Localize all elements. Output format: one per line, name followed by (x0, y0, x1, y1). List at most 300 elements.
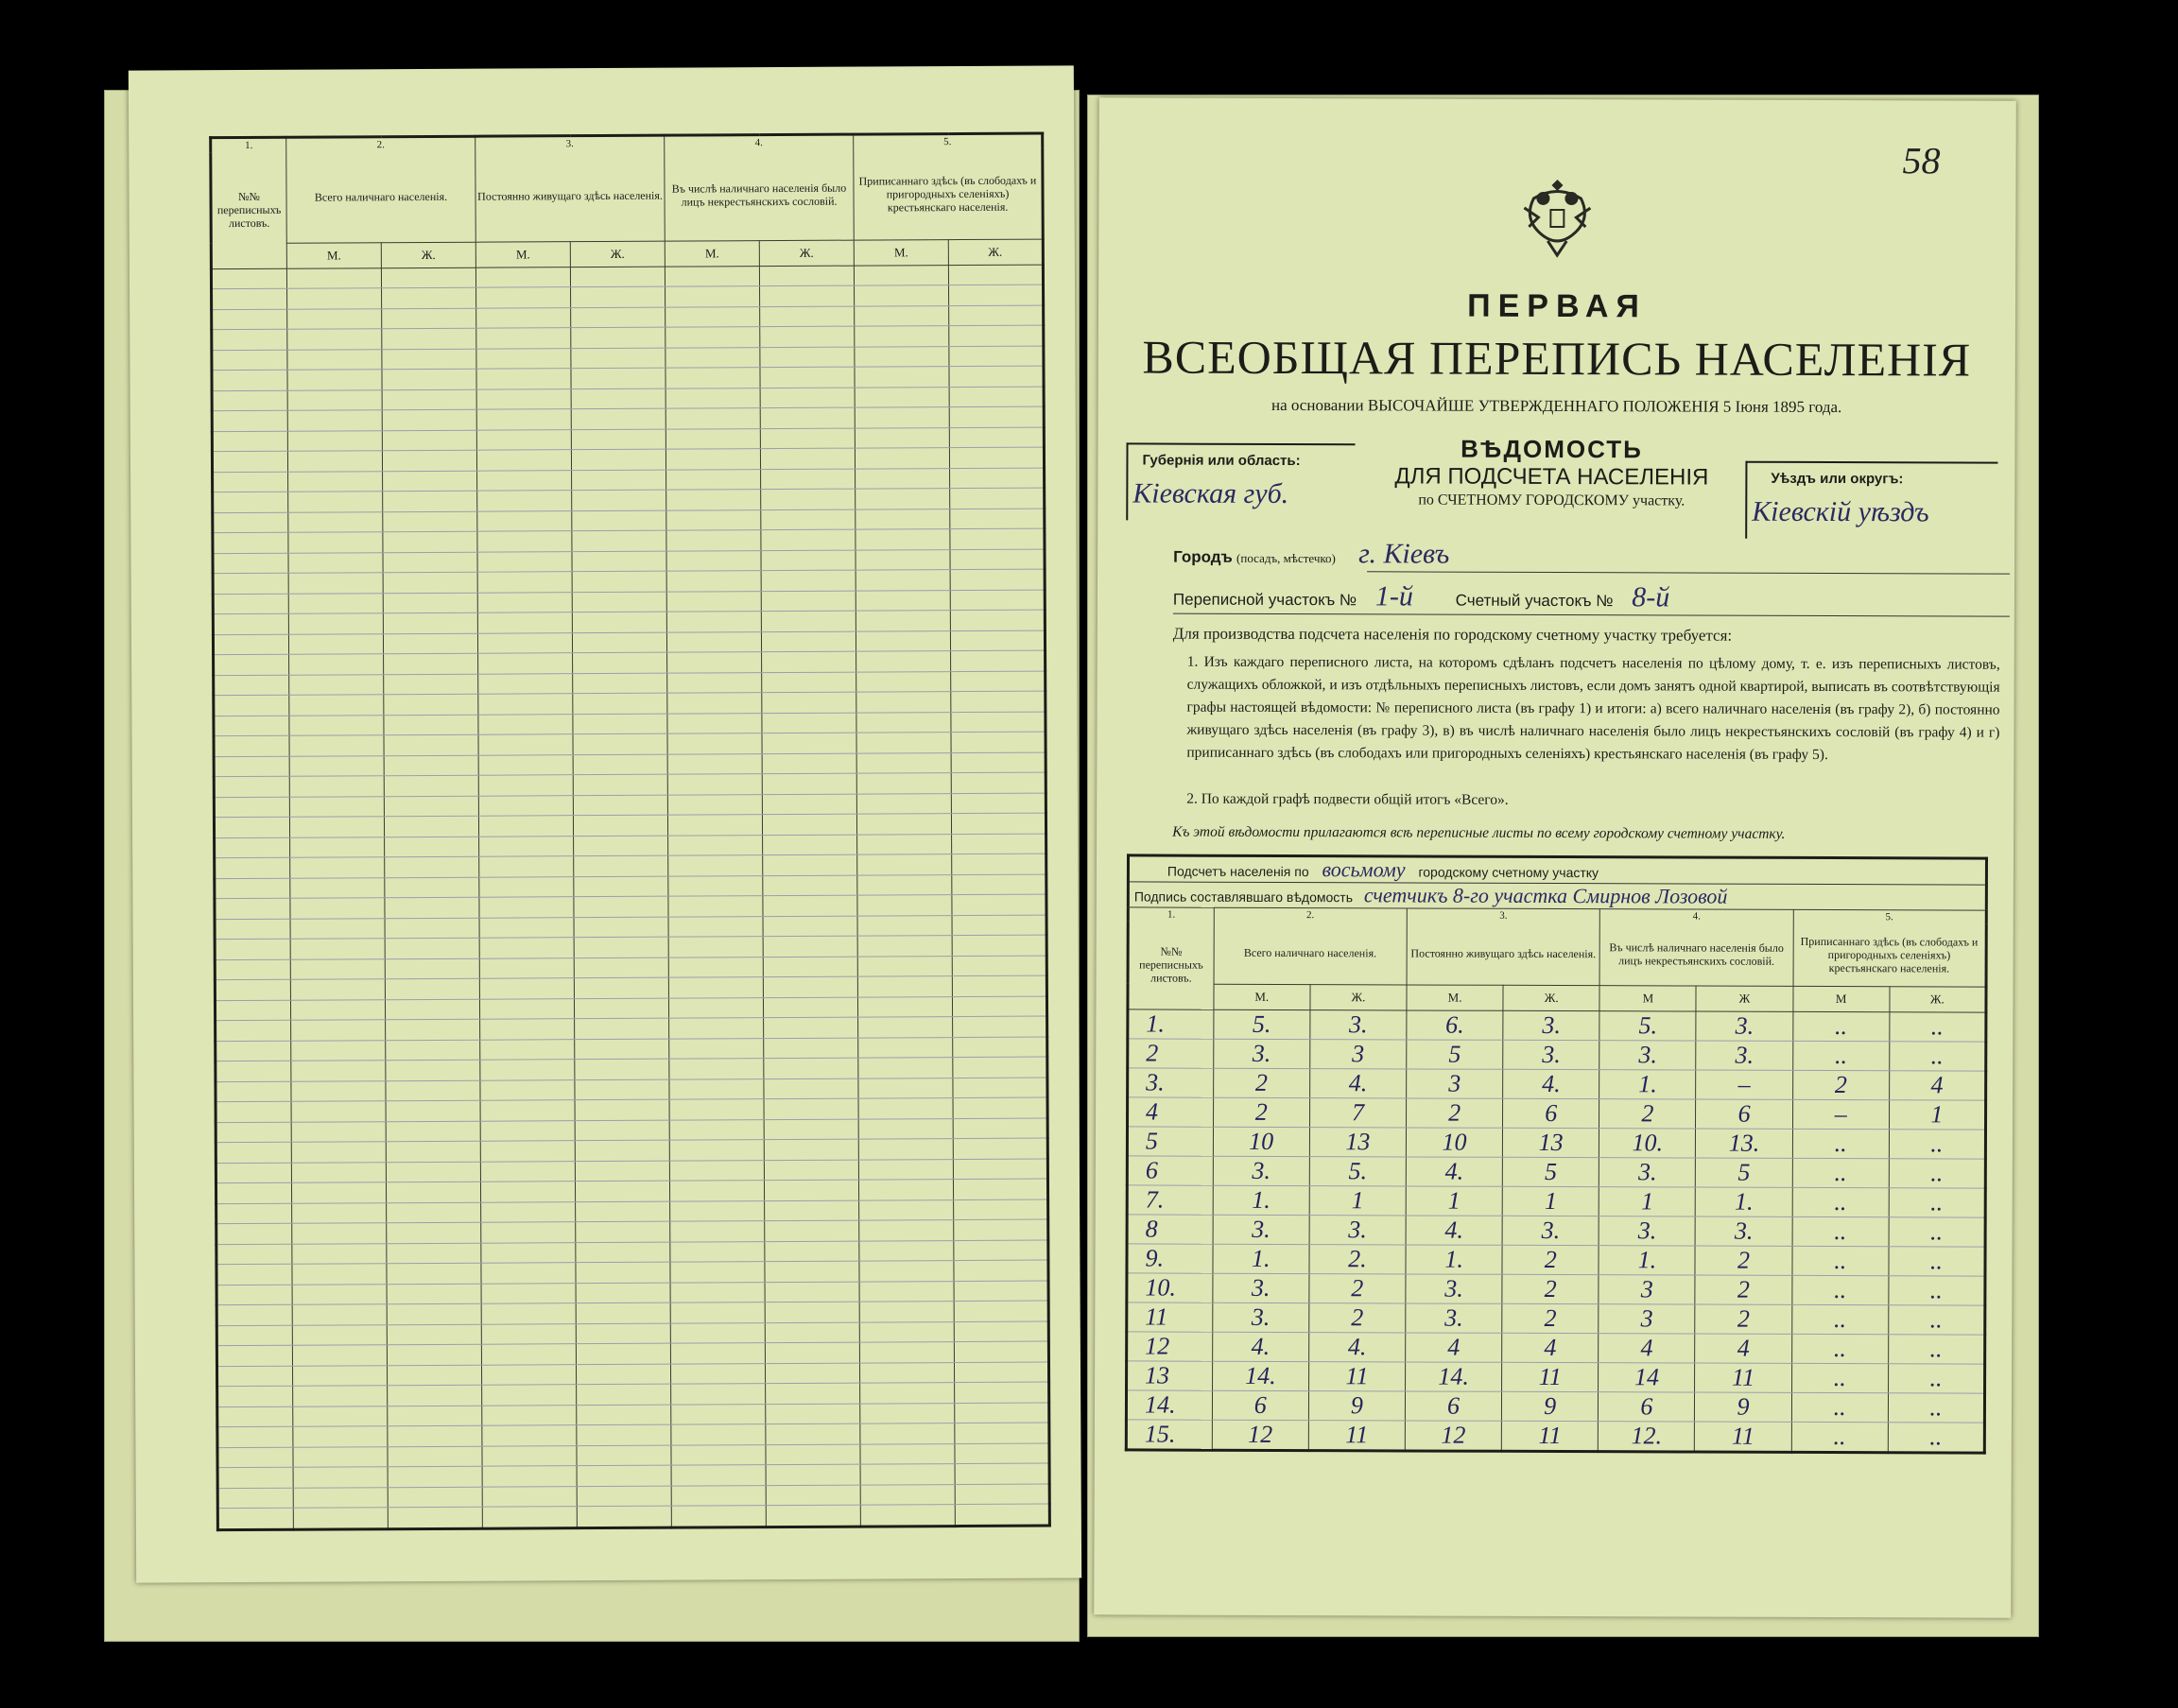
blank-cell (575, 1039, 669, 1060)
count-cell: 4 (1889, 1070, 1985, 1099)
blank-cell (666, 612, 761, 632)
blank-cell (667, 713, 762, 733)
blank-cell (952, 854, 1046, 874)
blank-cell (855, 407, 949, 428)
count-cell: .. (1888, 1334, 1984, 1363)
blank-cell (856, 773, 951, 794)
blank-cell (291, 1040, 386, 1061)
count-cell: .. (1791, 1275, 1888, 1304)
count-cell: 3 (1599, 1303, 1695, 1333)
count-cell: .. (1791, 1304, 1888, 1334)
blank-cell (857, 854, 952, 875)
count-cell: .. (1792, 1041, 1889, 1070)
count-cell: .. (1792, 1187, 1889, 1216)
blank-cell (576, 1323, 670, 1344)
blank-cell (573, 673, 667, 694)
sub-header: Ж. (1310, 984, 1407, 1009)
blank-cell (383, 552, 477, 573)
blank-cell (856, 651, 951, 672)
count-cell: 1. (1599, 1069, 1696, 1098)
blank-cell (287, 410, 382, 431)
blank-cell (386, 1100, 480, 1121)
count-cell: 14. (1212, 1361, 1308, 1390)
blank-cell (287, 370, 382, 390)
count-cell: 10. (1599, 1128, 1696, 1157)
blank-cell (291, 1162, 386, 1182)
blank-cell (289, 674, 384, 695)
count-cell: 3. (1696, 1041, 1792, 1070)
blank-cell (857, 895, 952, 916)
blank-cell (949, 366, 1044, 387)
vedomost-title: ВѢДОМОСТЬ (1461, 434, 1643, 464)
table-row (1127, 1331, 1985, 1363)
count-cell: 4 (1502, 1333, 1599, 1362)
blank-cell (479, 938, 574, 958)
sheet-number-cell: 10. (1127, 1272, 1213, 1302)
male-header: М. (665, 240, 759, 267)
count-cell: .. (1890, 1011, 1986, 1041)
blank-cell (670, 1343, 765, 1364)
blank-cell (669, 1119, 764, 1140)
blank-cell (576, 1221, 670, 1242)
count-cell: 4. (1503, 1069, 1599, 1098)
sheet-number-cell: 4 (1128, 1096, 1214, 1126)
blank-cell (574, 836, 668, 856)
blank-cell (766, 1423, 860, 1444)
blank-cell (384, 694, 478, 715)
blank-cell (953, 1118, 1047, 1139)
count-cell: .. (1888, 1363, 1984, 1392)
blank-cell (572, 470, 666, 491)
blank-cell (478, 714, 573, 734)
blank-cell (213, 492, 288, 512)
blank-cell (213, 532, 288, 553)
count-cell: 1 (1599, 1186, 1695, 1216)
female-header: Ж. (948, 239, 1043, 266)
col-header-total: Всего наличнаго населенія. (1214, 922, 1408, 985)
sub-header: Ж (1696, 986, 1792, 1011)
instructions-item-2: 2. По каждой графѣ подвести общій итогъ «Всего». (1186, 790, 1509, 808)
blank-cell (293, 1508, 388, 1529)
female-header: Ж. (381, 242, 475, 268)
blank-cell (387, 1284, 481, 1304)
blank-cell (387, 1202, 481, 1223)
podpis-line (1130, 882, 1985, 909)
sheet-number-cell: 15. (1126, 1419, 1212, 1449)
count-cell: .. (1889, 1129, 1985, 1158)
blank-cell (480, 1161, 575, 1182)
blank-cell (574, 917, 668, 938)
blank-cell (670, 1241, 765, 1262)
blank-cell (212, 431, 287, 452)
blank-cell (477, 531, 572, 552)
blank-cell (217, 1447, 293, 1468)
blank-cell (211, 268, 286, 289)
blank-cell (290, 857, 385, 878)
blank-cell (576, 1303, 670, 1323)
count-cell: 3. (1696, 1216, 1792, 1246)
blank-cell (386, 1060, 480, 1080)
blank-cell (858, 1159, 953, 1180)
blank-cell (480, 1120, 575, 1141)
blank-cell (669, 1018, 764, 1039)
blank-cell (857, 996, 952, 1017)
blank-cell (217, 1406, 293, 1427)
blank-cell (765, 1302, 859, 1322)
blank-cell (763, 916, 857, 937)
blank-cell (384, 715, 478, 735)
blank-cell (856, 489, 950, 509)
blank-cell (477, 551, 572, 572)
blank-cell (671, 1424, 766, 1445)
count-cell: 2 (1502, 1303, 1599, 1333)
blank-cell (383, 593, 477, 613)
blank-cell (950, 488, 1045, 509)
blank-cell (386, 1182, 480, 1202)
blank-cell (669, 1140, 764, 1161)
sub-header: М (1599, 985, 1696, 1010)
count-cell: 3 (1407, 1068, 1503, 1097)
blank-cell (477, 572, 572, 593)
count-cell: .. (1888, 1392, 1984, 1422)
blank-cell (386, 1080, 480, 1101)
blank-cell (670, 1200, 765, 1221)
count-cell: 2 (1309, 1273, 1406, 1303)
blank-cell (287, 288, 382, 309)
podschet-block (1127, 854, 1988, 909)
blank-cell (762, 692, 856, 713)
blank-cell (214, 817, 289, 837)
female-header: Ж. (570, 241, 665, 267)
blank-cell (478, 694, 573, 715)
sheet-number-cell: 13 (1127, 1360, 1213, 1389)
blank-cell (388, 1406, 482, 1426)
count-cell: 4. (1406, 1156, 1502, 1185)
blank-cell (384, 674, 478, 695)
blank-cell (857, 976, 952, 997)
count-cell: 2 (1407, 1097, 1503, 1127)
count-cell: 9 (1308, 1390, 1405, 1420)
count-cell: 4. (1212, 1332, 1308, 1361)
blank-cell (856, 549, 950, 570)
blank-cell (480, 1141, 575, 1162)
count-cell: 12. (1599, 1421, 1695, 1451)
blank-cell (665, 266, 759, 286)
blank-cell (761, 509, 856, 530)
schetny-label: Счетный участокъ № (1455, 591, 1614, 611)
count-cell: 5. (1309, 1156, 1406, 1185)
census-subtitle: на основании ВЫСОЧАЙШЕ УТВЕРЖДЕННАГО ПОЛОЖЕНІЯ 5 Іюня 1895 года. (1270, 395, 1842, 417)
blank-cell (571, 307, 666, 328)
blank-cell (860, 1464, 955, 1485)
gubernia-box (1126, 442, 1355, 521)
blank-cell (388, 1446, 482, 1467)
blank-cell (571, 388, 666, 409)
blank-cell (215, 939, 290, 959)
count-cell: 3. (1599, 1040, 1696, 1069)
blank-cell (668, 937, 763, 958)
blank-cell (950, 590, 1045, 611)
count-cell: 3. (1599, 1157, 1696, 1186)
blank-cell (666, 490, 761, 510)
blank-cell (478, 754, 573, 775)
blank-cell (216, 1061, 291, 1081)
blank-cell (214, 675, 289, 696)
blank-cell (288, 633, 383, 654)
blank-cell (289, 817, 384, 837)
count-cell: 4. (1308, 1332, 1405, 1361)
blank-cell (215, 898, 290, 919)
census-title: ВСЕОБЩАЯ ПЕРЕПИСЬ НАСЕЛЕНІЯ (1142, 330, 1972, 387)
blank-cell (951, 691, 1046, 712)
blank-cell (858, 1037, 953, 1058)
count-cell: 2. (1309, 1244, 1406, 1273)
blank-cell (216, 1020, 291, 1041)
blank-cell (293, 1426, 388, 1447)
blank-cell (481, 1222, 576, 1243)
vedomost-heading (1362, 434, 1740, 509)
blank-cell (217, 1386, 293, 1406)
blank-cell (577, 1405, 671, 1425)
count-cell: 11 (1501, 1421, 1598, 1451)
col-number: 4. (665, 134, 854, 150)
blank-cell (481, 1263, 576, 1284)
blank-cell (760, 428, 855, 449)
count-cell: 12 (1405, 1420, 1501, 1450)
blank-cell (952, 935, 1046, 956)
blank-cell (949, 427, 1044, 448)
blank-cell (572, 510, 666, 531)
blank-cell (666, 571, 761, 592)
blank-cell (288, 511, 383, 532)
blank-cell (291, 1061, 386, 1081)
blank-cell (666, 550, 761, 571)
blank-cell (385, 938, 479, 958)
count-cell: .. (1792, 1158, 1889, 1187)
blank-cell (954, 1301, 1048, 1321)
blank-cell (575, 1181, 669, 1201)
count-cell: .. (1791, 1422, 1888, 1452)
blank-cell (292, 1264, 387, 1285)
count-cell: 3. (1502, 1216, 1599, 1245)
blank-cell (291, 1020, 386, 1041)
count-cell: 13 (1503, 1128, 1599, 1157)
blank-cell (670, 1262, 765, 1283)
blank-cell (954, 1240, 1048, 1261)
col-header-non-peasant: Въ числѣ наличнаго населенія было лицъ некрестьянскихъ сословій. (665, 149, 854, 241)
sheet-number-cell: 3. (1128, 1067, 1214, 1096)
blank-cell (386, 1040, 480, 1061)
blank-cell (666, 368, 760, 388)
blank-cell (949, 447, 1044, 468)
blank-cell (386, 1121, 480, 1142)
blank-cell (859, 1342, 954, 1363)
blank-cell (761, 591, 856, 612)
blank-cell (760, 407, 855, 428)
blank-cell (666, 347, 760, 368)
col-header-total: Всего наличнаго населенія. (286, 151, 475, 243)
blank-cell (671, 1485, 766, 1506)
count-cell: 2 (1792, 1070, 1889, 1099)
blank-cell (216, 1163, 291, 1183)
blank-cell (666, 469, 761, 490)
blank-cell (382, 430, 476, 451)
blank-cell (386, 1162, 480, 1182)
blank-cell (476, 348, 571, 369)
blank-cell (214, 756, 289, 777)
blank-cell (952, 996, 1046, 1017)
blank-cell (383, 572, 477, 593)
blank-cell (950, 630, 1045, 651)
sheet-number-cell: 6 (1127, 1155, 1213, 1184)
male-header: М. (854, 239, 948, 266)
blank-cell (480, 1039, 575, 1060)
blank-cell (216, 1345, 292, 1366)
blank-cell (482, 1385, 577, 1406)
blank-cell (290, 918, 385, 939)
col-number: 4. (1600, 909, 1793, 923)
blank-cell (382, 409, 476, 430)
blank-cell (290, 898, 385, 919)
blank-cell (478, 775, 573, 796)
blank-cell (387, 1344, 481, 1365)
blank-cell (288, 532, 383, 553)
blank-cell (760, 388, 855, 408)
count-cell: 4. (1406, 1215, 1502, 1244)
count-cell: 3. (1212, 1303, 1308, 1332)
blank-cell (477, 491, 572, 511)
podschet-line (1130, 856, 1985, 885)
blank-cell (766, 1505, 860, 1527)
blank-cell (388, 1487, 482, 1508)
blank-cell (666, 327, 760, 348)
blank-cell (214, 654, 289, 675)
blank-cell (217, 1508, 293, 1529)
blank-cell (759, 266, 854, 286)
blank-cell (856, 671, 951, 692)
blank-cell (289, 776, 384, 797)
blank-cell (384, 755, 478, 776)
blank-cell (763, 997, 857, 1018)
blank-cell (762, 753, 856, 774)
blank-cell (293, 1487, 388, 1508)
count-cell: 6 (1503, 1098, 1599, 1128)
blank-cell (573, 795, 667, 816)
blank-cell (954, 1199, 1048, 1220)
blank-cell (667, 753, 762, 774)
count-cell: 9 (1502, 1391, 1599, 1421)
blank-cell (476, 328, 571, 349)
table-row (1126, 1419, 1984, 1452)
count-cell: 6 (1696, 1099, 1792, 1129)
blank-cell (666, 449, 760, 470)
count-cell: 10 (1213, 1127, 1309, 1156)
count-cell: 2 (1695, 1275, 1791, 1304)
count-cell: 2 (1309, 1303, 1406, 1332)
blank-cell (667, 672, 762, 693)
blank-cell (571, 408, 666, 429)
blank-cell (670, 1282, 765, 1303)
blank-cell (479, 998, 574, 1019)
blank-cell (859, 1240, 954, 1261)
count-cell: 3. (1503, 1040, 1599, 1069)
blank-cell (761, 469, 856, 490)
blank-cell (951, 712, 1046, 733)
blank-cell (388, 1385, 482, 1406)
blank-cell (955, 1504, 1049, 1526)
blank-cell (949, 387, 1044, 407)
blank-cell (572, 592, 666, 612)
count-cell: .. (1889, 1304, 1985, 1334)
blank-cell (478, 816, 573, 837)
uchastok-underline (1173, 613, 2010, 617)
blank-cell (572, 551, 666, 572)
blank-cell (481, 1344, 576, 1365)
blank-cell (762, 794, 856, 815)
blank-cell (575, 1120, 669, 1141)
perepisnoy-label: Переписной участокъ № (1172, 590, 1357, 610)
col-header-sheet-number: №№ переписныхъ листовъ. (211, 152, 287, 268)
sheet-number-cell: 12 (1127, 1331, 1213, 1360)
blank-cell (858, 1078, 953, 1098)
table-row (1127, 1360, 1985, 1392)
blank-cell (951, 772, 1046, 793)
blank-cell (574, 855, 668, 876)
blank-cell (213, 553, 288, 574)
blank-cell (476, 450, 571, 471)
blank-cell (573, 754, 667, 775)
gorod-value: г. Кіевъ (1358, 538, 1450, 570)
blank-cell (576, 1343, 670, 1364)
blank-cell (763, 976, 857, 997)
blank-cell (765, 1342, 859, 1363)
blank-cell (287, 389, 382, 410)
blank-cell (856, 793, 951, 814)
blank-cell (666, 286, 760, 307)
blank-cell (216, 1304, 292, 1325)
blank-cell (290, 837, 385, 857)
blank-cell (571, 286, 666, 307)
blank-cell (762, 672, 856, 693)
count-cell: 1 (1502, 1186, 1599, 1216)
blank-cell (666, 631, 761, 652)
blank-cell (576, 1242, 670, 1263)
blank-cell (382, 328, 476, 349)
count-cell: 14 (1599, 1362, 1695, 1391)
blank-cell (763, 936, 857, 957)
blank-cell (215, 837, 290, 858)
blank-cell (761, 489, 856, 509)
blank-cell (764, 1038, 858, 1059)
blank-cell (669, 1160, 764, 1181)
blank-cell (951, 813, 1046, 834)
blank-cell (856, 509, 950, 529)
blank-cell (214, 735, 289, 756)
blank-cell (385, 978, 479, 999)
blank-cell (479, 958, 574, 978)
blank-cell (287, 349, 382, 370)
blank-cell (478, 653, 573, 674)
blank-cell (383, 633, 477, 654)
blank-cell (667, 815, 762, 836)
blank-cell (289, 796, 384, 817)
blank-cell (479, 978, 574, 999)
blank-cell (574, 876, 668, 897)
blank-cell (859, 1261, 954, 1282)
blank-cell (763, 875, 857, 896)
blank-cell (382, 369, 476, 389)
blank-cell (572, 490, 666, 510)
